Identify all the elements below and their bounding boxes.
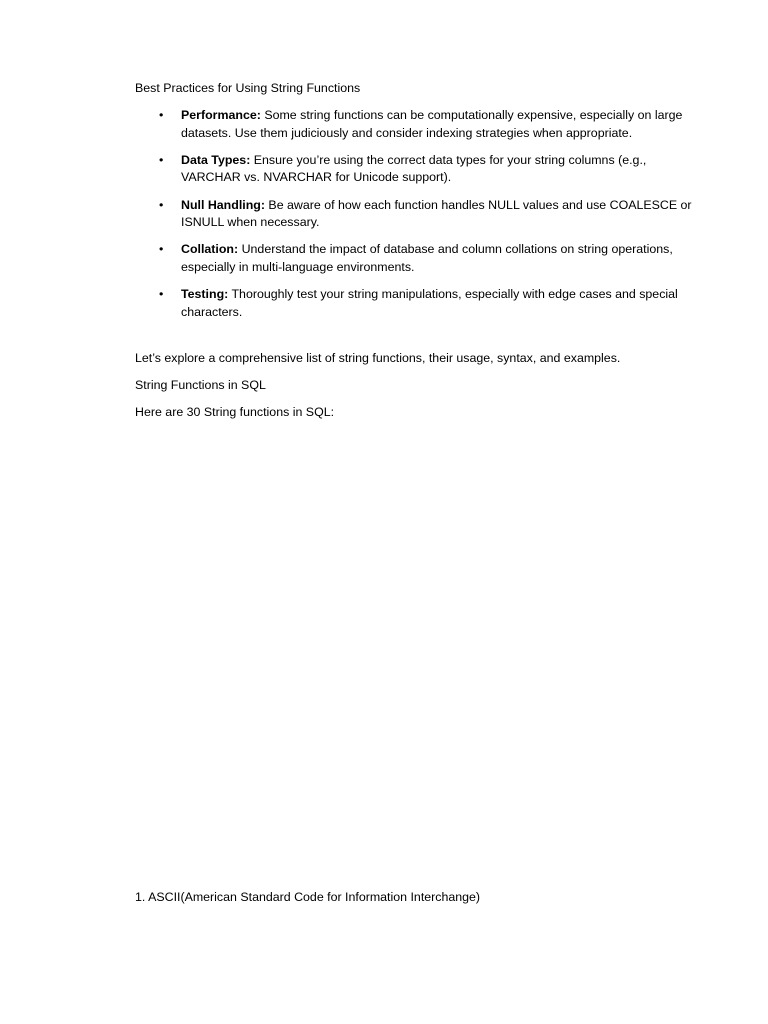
best-practices-list [135,107,695,331]
intro-paragraph: Let’s explore a comprehensive list of string functions, their usage, syntax, and examples. [135,351,621,365]
section-title: String Functions in SQL [135,378,266,392]
list-item-text: Be aware of how each function handles NULL values and use COALESCE or ISNULL when necessary. [181,197,692,230]
list-item-term: Collation: [181,242,239,257]
list-item-null-handling [135,197,695,232]
list-item-performance [135,107,695,142]
list-item-body [181,152,695,187]
list-item-term: Data Types: [181,152,251,167]
list-item-body [181,197,695,232]
count-line: Here are 30 String functions in SQL: [135,405,335,419]
bullet-icon: • [159,287,164,302]
bullet-icon: • [159,108,164,122]
list-item-term: Performance: [181,108,261,122]
list-entry-ascii: 1. ASCII(American Standard Code for Information Interchange) [135,890,481,904]
list-item-text: Ensure you’re using the correct data types for your string columns (e.g., VARCHAR vs. NVARCHAR for Unicode support). [181,152,647,185]
list-item-testing [135,286,695,321]
list-item-data-types [135,152,695,187]
list-item-term: Null Handling: [181,197,265,212]
list-item-collation [135,241,695,276]
bullet-icon: • [159,242,164,257]
bullet-icon: • [159,197,164,212]
list-item-body [181,286,695,321]
section-heading: Best Practices for Using String Functions [135,81,361,95]
list-item-body [181,241,695,276]
bullet-icon: • [159,152,164,167]
list-item-text: Thoroughly test your string manipulations, especially with edge cases and special characters. [181,287,678,319]
list-item-term: Testing: [181,287,229,302]
list-item-body [181,107,695,142]
list-item-text: Some string functions can be computationally expensive, especially on large datasets. Use them judiciously and consider indexing strategies when appropriate. [181,108,683,140]
list-item-text: Understand the impact of database and column collations on string operations, especially in multi-language environments. [181,242,673,274]
